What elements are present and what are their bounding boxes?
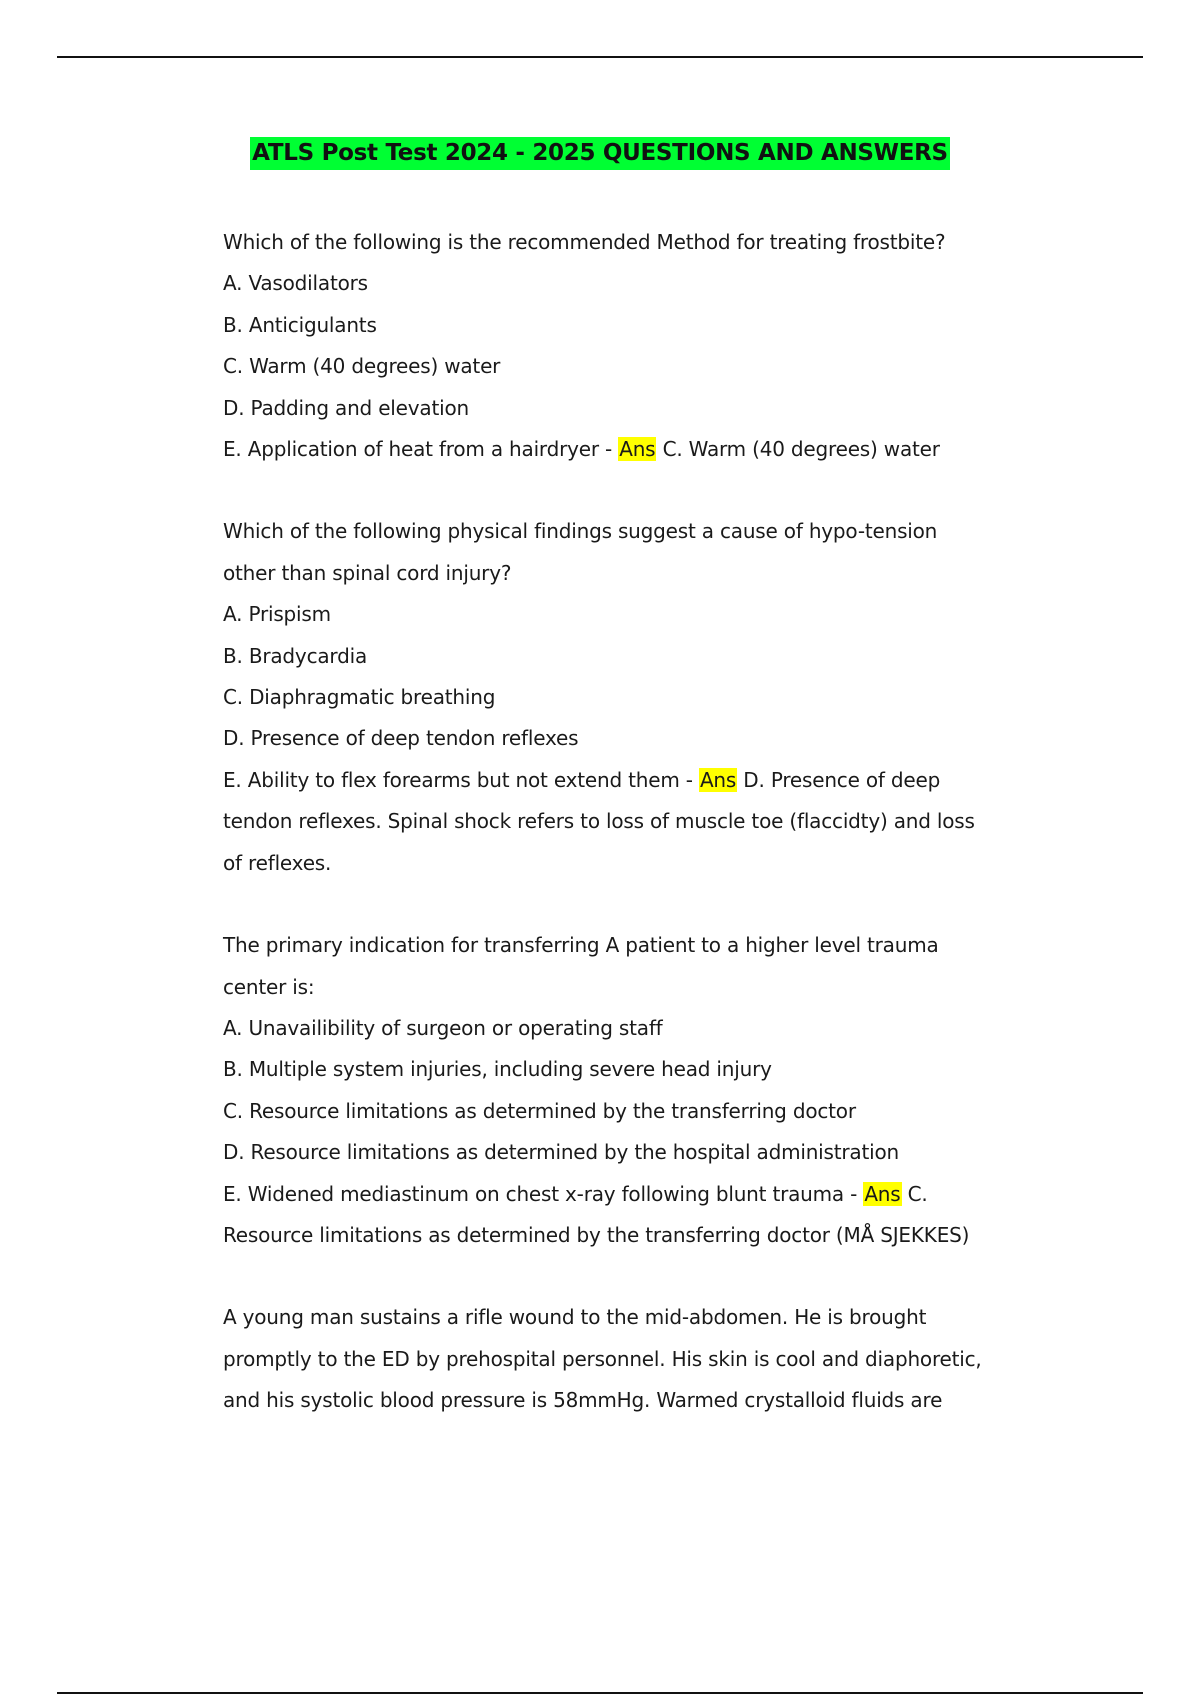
- answer-explanation: Resource limitations as determined by the transferring doctor (MÅ SJEKKES): [223, 1222, 970, 1247]
- option-c: C. Warm (40 degrees) water: [223, 354, 501, 379]
- header-rule: [57, 56, 1143, 58]
- answer-explanation-cont: of reflexes.: [223, 850, 332, 875]
- option-e-with-answer: [223, 429, 1023, 470]
- question-1: [223, 222, 1023, 470]
- option-e-text: E. Widened mediastinum on chest x-ray following blunt trauma -: [223, 1181, 864, 1206]
- option-e-text: E. Ability to flex forearms but not extend them -: [223, 767, 699, 792]
- question-3: [223, 925, 1023, 1256]
- answer-highlight: Ans: [619, 437, 656, 462]
- option-a: A. Prispism: [223, 602, 331, 627]
- question-stem-cont: and his systolic blood pressure is 58mmHg. Warmed crystalloid fluids are: [223, 1388, 943, 1413]
- question-stem-cont: other than spinal cord injury?: [223, 560, 512, 585]
- answer-highlight: Ans: [699, 767, 737, 792]
- option-e-text: E. Application of heat from a hairdryer -: [223, 437, 619, 462]
- option-d: D. Resource limitations as determined by the hospital administration: [223, 1140, 899, 1165]
- option-c: C. Diaphragmatic breathing: [223, 685, 496, 710]
- option-c: C. Resource limitations as determined by the transferring doctor: [223, 1098, 856, 1123]
- option-d: D. Presence of deep tendon reflexes: [223, 726, 579, 751]
- answer-highlight: Ans: [864, 1181, 901, 1206]
- option-a: A. Vasodilators: [223, 271, 368, 296]
- answer-text: D. Presence of deep: [737, 767, 941, 792]
- question-stem: Which of the following physical findings suggest a cause of hypo-tension: [223, 519, 938, 544]
- question-stem: A young man sustains a rifle wound to the mid-abdomen. He is brought: [223, 1305, 927, 1330]
- footer-rule: [57, 1692, 1143, 1694]
- option-b: B. Bradycardia: [223, 643, 367, 668]
- question-4: [223, 1297, 1023, 1421]
- question-2: [223, 511, 1023, 884]
- option-e-with-answer: [223, 760, 1023, 801]
- question-stem: Which of the following is the recommended Method for treating frostbite?: [223, 230, 946, 254]
- document-title: ATLS Post Test 2024 - 2025 QUESTIONS AND ANSWERS: [250, 137, 950, 170]
- title-wrap: [0, 137, 1200, 170]
- option-d: D. Padding and elevation: [223, 395, 469, 420]
- question-stem: The primary indication for transferring A patient to a higher level trauma: [223, 933, 939, 958]
- option-b: B. Multiple system injuries, including severe head injury: [223, 1057, 772, 1082]
- document-body: [223, 222, 1023, 1463]
- option-a: A. Unavailibility of surgeon or operating staff: [223, 1015, 663, 1040]
- question-stem-cont: center is:: [223, 974, 315, 999]
- answer-text: C.: [901, 1181, 928, 1206]
- answer-explanation: tendon reflexes. Spinal shock refers to loss of muscle toe (flaccidty) and loss: [223, 809, 975, 834]
- option-e-with-answer: [223, 1174, 1023, 1215]
- option-b: B. Anticigulants: [223, 312, 377, 337]
- question-stem-cont: promptly to the ED by prehospital personnel. His skin is cool and diaphoretic,: [223, 1346, 982, 1371]
- answer-text: C. Warm (40 degrees) water: [656, 437, 940, 462]
